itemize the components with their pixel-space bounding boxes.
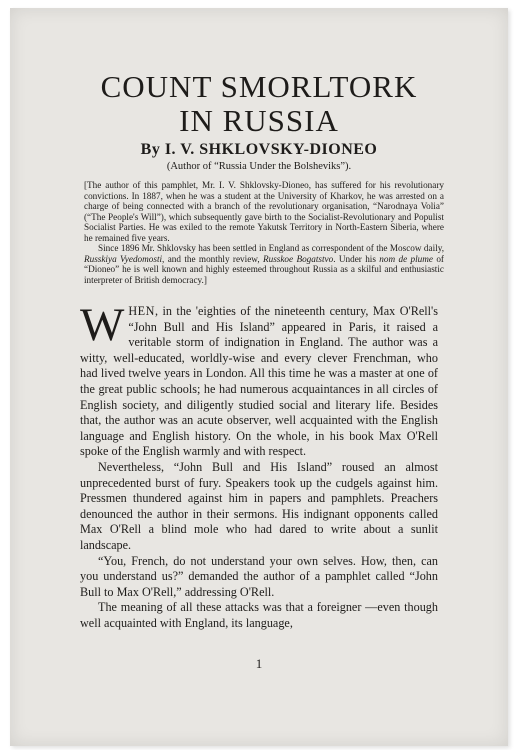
intro-p2-italic-3: nom de plume bbox=[379, 253, 433, 264]
page-number: 1 bbox=[255, 656, 263, 671]
intro-paragraph-2 bbox=[84, 243, 444, 285]
body-text bbox=[80, 299, 438, 631]
title-line-1: COUNT SMORLTORK bbox=[100, 69, 418, 104]
intro-p2-text-c: . Under his bbox=[333, 253, 380, 264]
title-line-2: IN RUSSIA bbox=[179, 103, 339, 138]
body-paragraph-1 bbox=[80, 299, 438, 460]
intro-p2-text-b: , and the monthly review, bbox=[162, 253, 263, 264]
drop-cap: W bbox=[80, 299, 125, 351]
opening-small-caps: HEN bbox=[128, 304, 155, 318]
byline: By I. V. SHKLOVSKY-DIONEO bbox=[140, 141, 378, 158]
body-paragraph-2: Nevertheless, “John Bull and His Island” roused an almost unprecedented burst of fury. Speakers took up the cudgels against him. Pressmen thundered against him in papers and pamphlets. Preachers denounced the author in their sermons. His indignant opponents called Max O'Rell a blind mole who had dared to write about a sunlit landscape. bbox=[80, 459, 438, 552]
intro-p2-text-a: Since 1896 Mr. Shklovsky has been settled in England as correspondent of the Moscow daily, bbox=[98, 243, 444, 253]
author-note: (Author of “Russia Under the Bolsheviks”). bbox=[166, 161, 352, 172]
intro-p2-text-d: of “Dioneo” he is well known and highly esteemed throughout Russia as a skilful and enthusiastic interpreter of British democracy.] bbox=[84, 253, 444, 285]
body-paragraph-1-text: , in the 'eighties of the nineteenth century, Max O'Rell's “John Bull and His Island” appeared in Paris, it raised a veritable storm of indignation in England. The author was a witty, well-educated, worldly-wise and every clever Frenchman, who had lived twelve years in London. All this time he was a master at one of the great public schools; he had numerous acquaintances in all circles of English society, and diligently studied social and literary life. Besides that, the author was an acute observer, well acquainted with the English language and English history. On the whole, in his book Max O'Rell spoke of the English warmly and with respect. bbox=[80, 304, 438, 459]
body-paragraph-4: The meaning of all these attacks was that a foreigner —even though well acquainted with England, its language, bbox=[80, 600, 438, 630]
intro-p2-italic-2: Russkoe Bogatstvo bbox=[262, 253, 334, 264]
intro-note bbox=[84, 180, 444, 285]
intro-p2-italic-1: Russkiya Vyedomosti bbox=[84, 253, 163, 264]
intro-paragraph-1: [The author of this pamphlet, Mr. I. V. Shklovsky-Dioneo, has suffered for his revolutionary convictions. In 1887, when he was a student at the University of Kharkov, he was arrested on a charge of being connected with a branch of the revolutionary organisation, “Narodnaya Volia” (“The People's Will”), which subsequently gave birth to the Socialist-Revolutionary and Populist Socialist Parties. He was exiled to the remote Yakutsk Territory in North-Eastern Siberia, where he remained five years. bbox=[84, 180, 444, 243]
document-page bbox=[10, 8, 508, 746]
body-paragraph-3: “You, French, do not understand your own selves. How, then, can you understand us?” demanded the author of a pamphlet called “John Bull to Max O'Rell,” addressing O'Rell. bbox=[80, 553, 438, 599]
